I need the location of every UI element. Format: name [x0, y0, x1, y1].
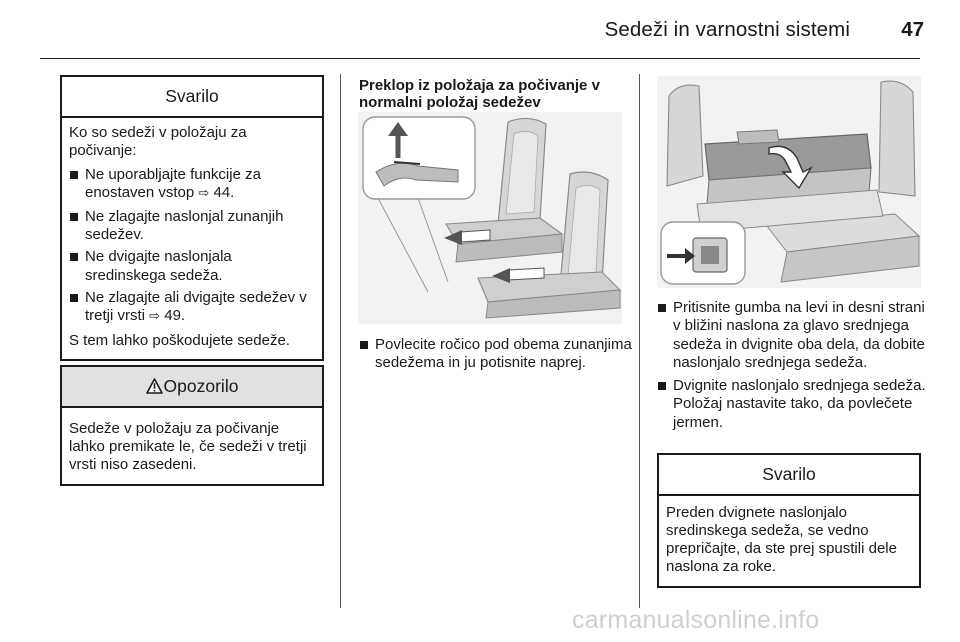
list-item: Povlecite ročico pod obema zunanjima sedežema in ju potisnite naprej. — [359, 336, 639, 373]
caution-box-left — [60, 75, 324, 361]
list-item: Ne zlagajte naslonjal zunanjih sedežev. — [69, 208, 314, 245]
caution-box-title: Svarilo — [659, 455, 919, 496]
caution-box-right — [657, 453, 921, 588]
bullet-square-icon — [658, 382, 666, 390]
page-reference-arrow-icon: ⇨ — [198, 186, 210, 202]
caution-footer: S tem lahko poškodujete sedeže. — [69, 332, 290, 350]
bullet-square-icon — [70, 253, 78, 261]
seat-backrest-illustration — [657, 76, 921, 288]
list-item: Ne dvigajte naslonjala sredinskega sedeža. — [69, 248, 314, 285]
warning-box — [60, 365, 324, 486]
list-item: Ne zlagajte ali dvigajte sedežev v tretji vrsti ⇨ 49. — [69, 289, 314, 327]
warning-triangle-icon — [146, 378, 163, 394]
seat-lever-illustration — [358, 112, 622, 324]
list-item: Ne uporabljajte funkcije za enostaven vstop ⇨ 44. — [69, 166, 314, 204]
column-divider-right — [639, 74, 640, 608]
column-divider-left — [340, 74, 341, 608]
page-reference-arrow-icon: ⇨ — [149, 309, 161, 325]
instruction-list — [359, 336, 639, 373]
page-title: Sedeži in varnostni sistemi — [604, 18, 850, 41]
bullet-square-icon — [70, 171, 78, 179]
bullet-square-icon — [360, 341, 368, 349]
warning-body: Sedeže v položaju za počivanje lahko premikate le, če sedeži v tretji vrsti niso zasedeni. — [69, 419, 307, 474]
section-heading: Preklop iz položaja za počivanje v normalni položaj sedežev — [359, 77, 600, 111]
caution-box-title: Svarilo — [62, 77, 322, 118]
header-divider — [40, 58, 920, 59]
page-reference-link[interactable]: 44. — [213, 184, 235, 202]
list-item: Dvignite naslonjalo srednjega sedeža. Položaj nastavite tako, da povlečete jermen. — [657, 377, 927, 432]
bullet-square-icon — [658, 304, 666, 312]
caution-intro: Ko so sedeži v položaju za počivanje: — [69, 123, 247, 159]
watermark: carmanualsonline.info — [572, 606, 820, 634]
page-number: 47 — [901, 18, 924, 41]
caution-body: Preden dvignete naslonjalo sredinskega sedeža, se vedno prepričajte, da ste prej spustili dele naslona za roke. — [666, 503, 897, 576]
warning-box-title: Opozorilo — [163, 376, 239, 396]
caution-list — [69, 166, 314, 326]
list-item: Pritisnite gumba na levi in desni strani v bližini naslona za glavo srednjega sedeža in dvignite oba dela, da dobite naslonjalo srednjega sedeža. — [657, 299, 927, 372]
bullet-square-icon — [70, 213, 78, 221]
page-reference-link[interactable]: 49. — [164, 307, 186, 325]
bullet-square-icon — [70, 294, 78, 302]
warning-box-header — [62, 367, 322, 408]
instruction-list — [657, 299, 927, 432]
